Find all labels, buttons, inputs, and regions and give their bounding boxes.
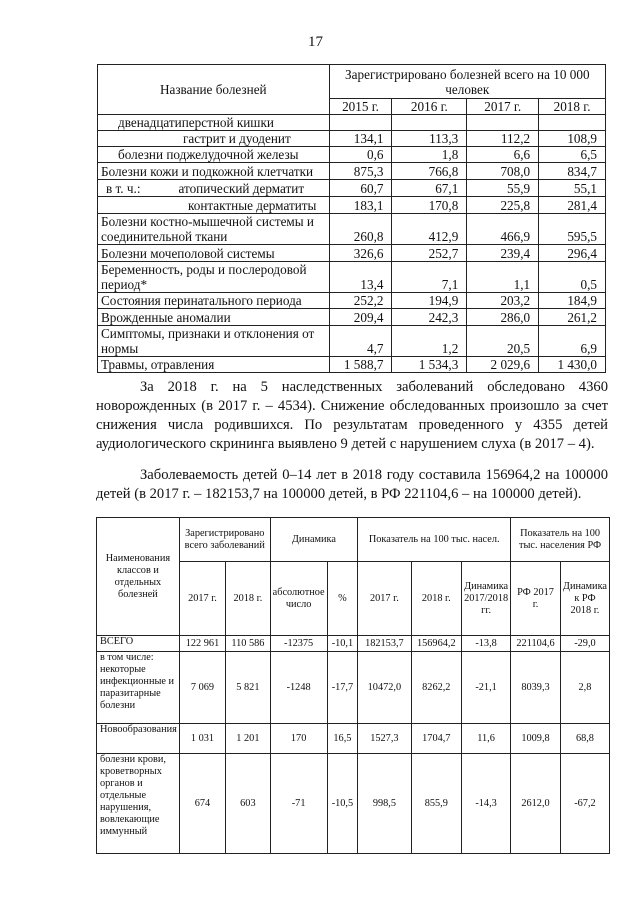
- disease-name: Симптомы, признаки и отклонения от нормы: [98, 326, 330, 357]
- value-cell: 242,3: [392, 309, 467, 326]
- value-cell: 7,1: [392, 262, 467, 293]
- disease-name: Болезни костно-мышечной системы и соединительной ткани: [98, 214, 330, 245]
- value-cell: 766,8: [392, 163, 467, 180]
- value-cell: 1,8: [392, 147, 467, 163]
- disease-name: Состояния перинатального периода: [98, 293, 330, 309]
- value-cell: 281,4: [539, 197, 606, 214]
- table-row: [97, 636, 610, 652]
- disease-name: Беременность, роды и послеродовой период*: [98, 262, 330, 293]
- value-cell: 16,5: [327, 724, 358, 754]
- value-cell: 183,1: [329, 197, 392, 214]
- subheader-cell: 2018 г.: [411, 562, 462, 636]
- value-cell: 112,2: [467, 131, 539, 147]
- value-cell: [467, 115, 539, 131]
- table-row: [98, 293, 606, 309]
- value-cell: 0,6: [329, 147, 392, 163]
- value-cell: 60,7: [329, 180, 392, 197]
- value-cell: -67,2: [560, 754, 609, 854]
- value-cell: 20,5: [467, 326, 539, 357]
- rate-rf-header: Показатель на 100 тыс. населения РФ: [511, 518, 610, 562]
- disease-name: гастрит и дуоденит: [98, 131, 330, 147]
- value-cell: 170: [270, 724, 327, 754]
- value-cell: 1,2: [392, 326, 467, 357]
- value-cell: 113,3: [392, 131, 467, 147]
- value-cell: -14,3: [462, 754, 511, 854]
- value-cell: 209,4: [329, 309, 392, 326]
- value-cell: 1 031: [179, 724, 225, 754]
- subheader-cell: 2017 г.: [179, 562, 225, 636]
- value-cell: 239,4: [467, 245, 539, 262]
- dynamics-header: Динамика: [270, 518, 358, 562]
- value-cell: 1 534,3: [392, 357, 467, 373]
- disease-subname: атопический дерматит: [178, 181, 305, 196]
- class-name: болезни крови, кроветворных органов и отдельные нарушения, вовлекающие иммунный: [97, 754, 180, 854]
- value-cell: 8039,3: [511, 652, 561, 724]
- value-cell: -10,5: [327, 754, 358, 854]
- value-cell: 122 961: [179, 636, 225, 652]
- value-cell: 1009,8: [511, 724, 561, 754]
- disease-name: болезни поджелудочной железы: [98, 147, 330, 163]
- subheader-cell: %: [327, 562, 358, 636]
- table-row: [97, 652, 610, 724]
- page-number: 17: [308, 34, 323, 50]
- value-cell: -13,8: [462, 636, 511, 652]
- year-header: 2015 г.: [329, 99, 392, 115]
- diseases-table: [97, 64, 606, 373]
- value-cell: 260,8: [329, 214, 392, 245]
- registered-total-header: Зарегистрировано всего заболеваний: [179, 518, 270, 562]
- value-cell: 8262,2: [411, 652, 462, 724]
- table-row: [98, 131, 606, 147]
- value-cell: 4,7: [329, 326, 392, 357]
- table-row: [98, 357, 606, 373]
- registered-header: Зарегистрировано болезней всего на 10 000 человек: [329, 65, 605, 99]
- value-cell: 2612,0: [511, 754, 561, 854]
- value-cell: 6,6: [467, 147, 539, 163]
- year-header: 2016 г.: [392, 99, 467, 115]
- value-cell: 225,8: [467, 197, 539, 214]
- value-cell: -1248: [270, 652, 327, 724]
- value-cell: 7 069: [179, 652, 225, 724]
- value-cell: [392, 115, 467, 131]
- value-cell: 855,9: [411, 754, 462, 854]
- value-cell: 203,2: [467, 293, 539, 309]
- table-row: [97, 754, 610, 854]
- table-row: [98, 197, 606, 214]
- value-cell: 261,2: [539, 309, 606, 326]
- value-cell: 184,9: [539, 293, 606, 309]
- value-cell: -71: [270, 754, 327, 854]
- class-name: Новообразования: [97, 724, 180, 754]
- value-cell: 834,7: [539, 163, 606, 180]
- value-cell: 221104,6: [511, 636, 561, 652]
- value-cell: 6,9: [539, 326, 606, 357]
- value-cell: 6,5: [539, 147, 606, 163]
- disease-name: Врожденные аномалии: [98, 309, 330, 326]
- year-header: 2017 г.: [467, 99, 539, 115]
- value-cell: 13,4: [329, 262, 392, 293]
- table-row: [98, 163, 606, 180]
- value-cell: -10,1: [327, 636, 358, 652]
- table-row: [97, 724, 610, 754]
- disease-name: Травмы, отравления: [98, 357, 330, 373]
- subheader-cell: РФ 2017 г.: [511, 562, 561, 636]
- value-cell: 1 201: [226, 724, 271, 754]
- value-cell: 296,4: [539, 245, 606, 262]
- child-morbidity-table: [96, 517, 610, 854]
- value-cell: 674: [179, 754, 225, 854]
- subheader-cell: Динамика к РФ 2018 г.: [560, 562, 609, 636]
- class-name: в том числе: некоторые инфекционные и паразитарные болезни: [97, 652, 180, 724]
- rate-header: Показатель на 100 тыс. насел.: [358, 518, 511, 562]
- value-cell: -29,0: [560, 636, 609, 652]
- table-row: [98, 262, 606, 293]
- value-cell: 1 430,0: [539, 357, 606, 373]
- value-cell: 412,9: [392, 214, 467, 245]
- value-cell: 194,9: [392, 293, 467, 309]
- value-cell: 170,8: [392, 197, 467, 214]
- subgroup-label: в т. ч.:: [106, 181, 141, 196]
- table-row: [98, 147, 606, 163]
- paragraph-screening: За 2018 г. на 5 наследственных заболеваний обследовано 4360 новорожденных (в 2017 г. – 4534). Снижение обследованных произошло за счет снижения числа родившихся. По результатам проведенного у 4355 детей аудиологического скрининга выявлено 9 детей с нарушением слуха (в 2017 – 4).: [96, 379, 608, 452]
- class-name: ВСЕГО: [97, 636, 180, 652]
- table-row: [98, 245, 606, 262]
- disease-name-header: Название болезней: [98, 65, 330, 115]
- value-cell: 1704,7: [411, 724, 462, 754]
- value-cell: -17,7: [327, 652, 358, 724]
- value-cell: 182153,7: [358, 636, 411, 652]
- value-cell: 252,7: [392, 245, 467, 262]
- value-cell: 55,1: [539, 180, 606, 197]
- value-cell: 2,8: [560, 652, 609, 724]
- value-cell: 1527,3: [358, 724, 411, 754]
- value-cell: 156964,2: [411, 636, 462, 652]
- value-cell: 595,5: [539, 214, 606, 245]
- value-cell: 134,1: [329, 131, 392, 147]
- value-cell: -12375: [270, 636, 327, 652]
- value-cell: 0,5: [539, 262, 606, 293]
- value-cell: 110 586: [226, 636, 271, 652]
- table-row: [98, 180, 606, 197]
- value-cell: 1,1: [467, 262, 539, 293]
- table-row: [98, 115, 606, 131]
- value-cell: 108,9: [539, 131, 606, 147]
- value-cell: 10472,0: [358, 652, 411, 724]
- value-cell: 68,8: [560, 724, 609, 754]
- table-row: [98, 326, 606, 357]
- value-cell: 2 029,6: [467, 357, 539, 373]
- value-cell: 326,6: [329, 245, 392, 262]
- class-name-header: Наименования классов и отдельных болезней: [97, 518, 180, 636]
- value-cell: 11,6: [462, 724, 511, 754]
- value-cell: 286,0: [467, 309, 539, 326]
- value-cell: 466,9: [467, 214, 539, 245]
- value-cell: 252,2: [329, 293, 392, 309]
- subheader-cell: 2018 г.: [226, 562, 271, 636]
- value-cell: 5 821: [226, 652, 271, 724]
- subheader-cell: абсолютное число: [270, 562, 327, 636]
- disease-name: Болезни мочеполовой системы: [98, 245, 330, 262]
- year-header: 2018 г.: [539, 99, 606, 115]
- disease-name: контактные дерматиты: [98, 197, 330, 214]
- subheader-cell: 2017 г.: [358, 562, 411, 636]
- value-cell: 67,1: [392, 180, 467, 197]
- disease-name: двенадцатиперстной кишки: [98, 115, 330, 131]
- value-cell: 875,3: [329, 163, 392, 180]
- value-cell: 603: [226, 754, 271, 854]
- value-cell: 1 588,7: [329, 357, 392, 373]
- table-row: [98, 309, 606, 326]
- paragraph-child-morbidity: Заболеваемость детей 0–14 лет в 2018 году составила 156964,2 на 100000 детей (в 2017 г. – 182153,7 на 100000 детей, в РФ 221104,6 – на 100000 детей).: [96, 467, 608, 502]
- disease-name: [98, 180, 330, 197]
- table-row: [98, 214, 606, 245]
- value-cell: 708,0: [467, 163, 539, 180]
- value-cell: [539, 115, 606, 131]
- value-cell: 55,9: [467, 180, 539, 197]
- value-cell: [329, 115, 392, 131]
- disease-name: Болезни кожи и подкожной клетчатки: [98, 163, 330, 180]
- value-cell: 998,5: [358, 754, 411, 854]
- subheader-cell: Динамика 2017/2018 гг.: [462, 562, 511, 636]
- value-cell: -21,1: [462, 652, 511, 724]
